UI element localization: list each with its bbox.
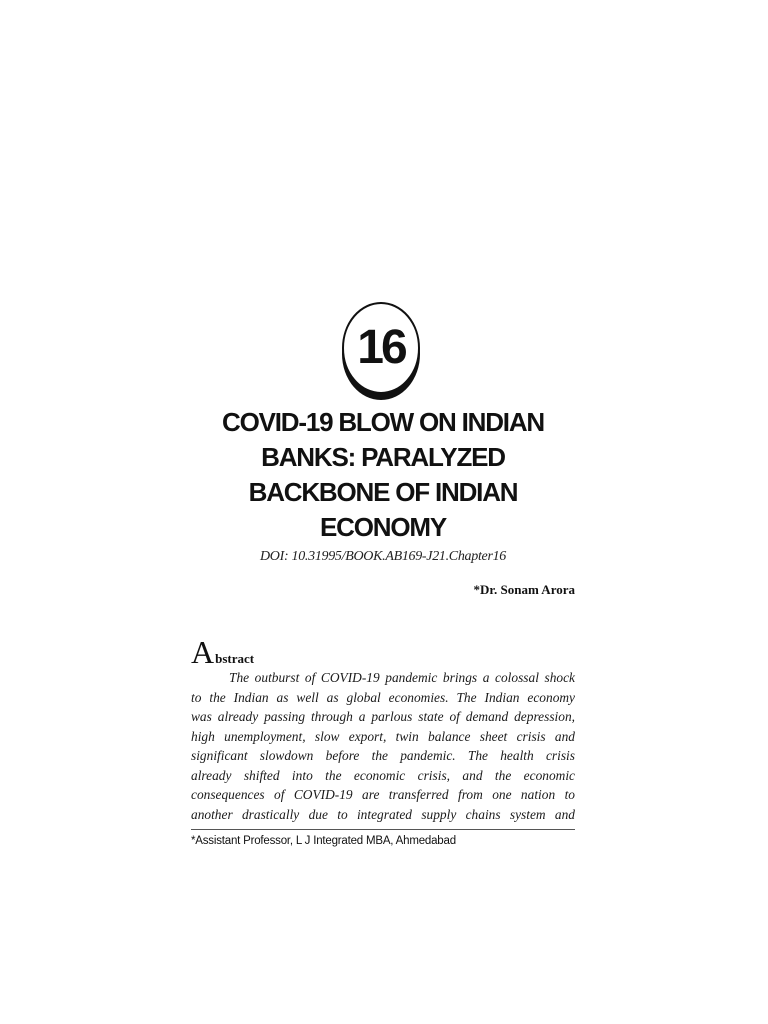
abstract-line: was already passing through a parlous state of demand depression,	[191, 709, 575, 724]
footnote-text: *Assistant Professor, L J Integrated MBA, Ahmedabad	[191, 835, 456, 847]
abstract-line: high unemployment, slow export, twin balance sheet crisis and	[191, 728, 575, 744]
abstract-drop-cap: A	[191, 634, 215, 670]
chapter-title-line: ECONOMY	[320, 512, 446, 542]
chapter-title-line: BACKBONE OF INDIAN	[248, 477, 518, 507]
footnote-divider	[191, 829, 575, 830]
abstract-line: The outburst of COVID-19 pandemic brings a colossal shock	[229, 670, 575, 685]
abstract-line: already shifted into the economic crisis, and the economic	[191, 767, 575, 783]
chapter-title-line: COVID-19 BLOW ON INDIAN	[222, 407, 544, 437]
doi-text: DOI: 10.31995/BOOK.AB169-J21.Chapter16	[259, 549, 506, 564]
abstract-heading-rest: bstract	[215, 651, 255, 666]
author-name: *Dr. Sonam Arora	[473, 582, 575, 597]
chapter-title	[190, 405, 576, 545]
abstract-line: another drastically due to integrated supply chains system and	[191, 806, 575, 822]
abstract-line: significant slowdown before the pandemic. The health crisis	[191, 748, 575, 763]
abstract-paragraph	[191, 668, 575, 824]
abstract-line: to the Indian as well as global economies. The Indian economy	[191, 689, 575, 705]
abstract-line: consequences of COVID-19 are transferred from one nation to	[191, 787, 575, 802]
chapter-title-line: BANKS: PARALYZED	[261, 442, 505, 472]
chapter-number-badge	[341, 298, 421, 402]
chapter-number: 16	[357, 321, 405, 374]
